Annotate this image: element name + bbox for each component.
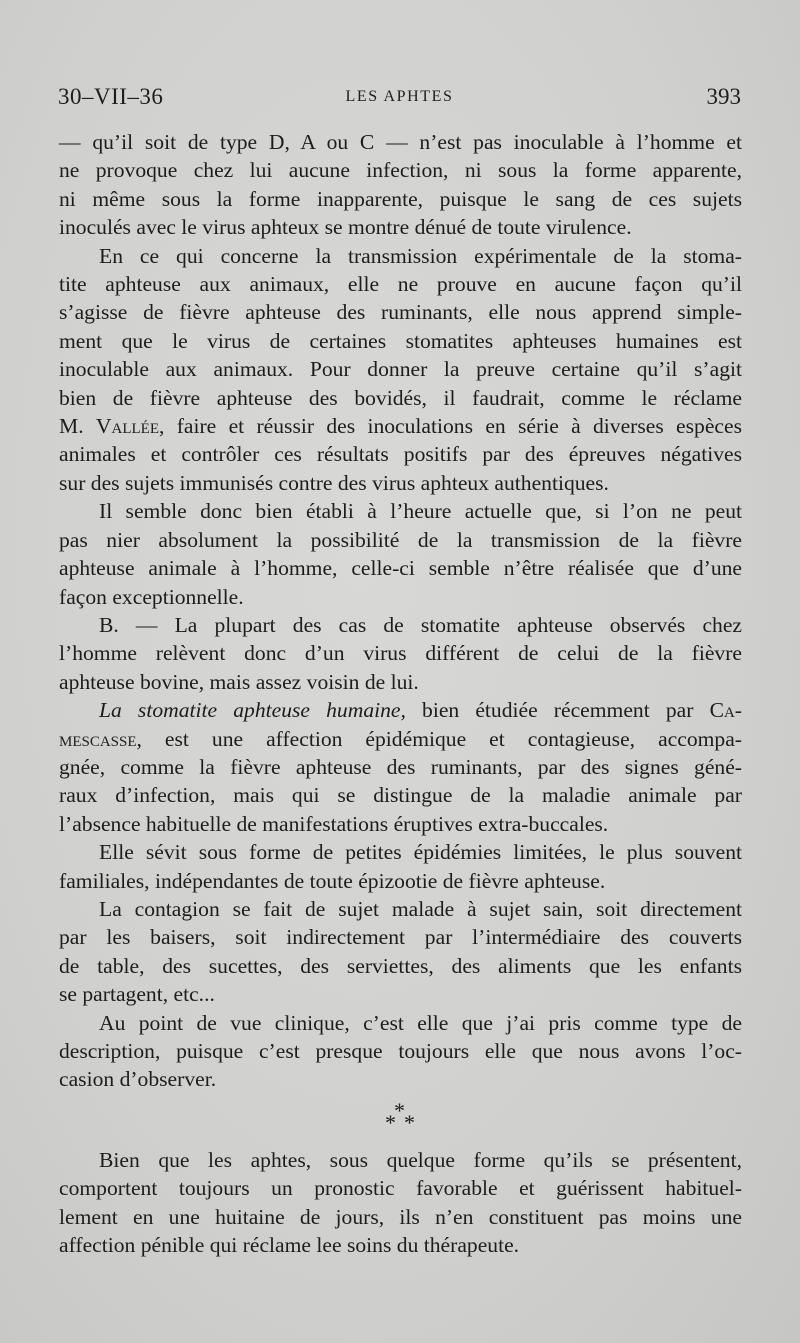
text-line: bien de fièvre aphteuse des bovidés, il faudrait, comme le réclame [59, 385, 742, 410]
body-text [59, 128, 742, 1259]
text-line: ne provoque chez lui aucune infection, ni sous la forme apparente, [59, 158, 742, 183]
text-line: — qu’il soit de type D, A ou C — n’est pas inoculable à l’homme et [59, 130, 742, 154]
text-line: casion d’observer. [59, 1067, 217, 1092]
asterism [59, 1094, 742, 1146]
author-name: Ca- [709, 698, 742, 723]
asterism-star: * [394, 1097, 405, 1123]
text-line: raux d’infection, mais qui se distingue de la maladie animale par [59, 783, 742, 808]
text-line: La contagion se fait de sujet malade à sujet sain, soit directement [99, 896, 742, 921]
text-line: inoculable aux animaux. Pour donner la preuve certaine qu’il s’agit [59, 357, 742, 382]
text-line: sur des sujets immunisés contre des virus aphteux authentiques. [59, 470, 609, 495]
text-line: comportent toujours un pronostic favorable et guérissent habituel- [59, 1176, 742, 1201]
text-fragment: , est une affection épidémique et contagieuse, accompa- [136, 726, 742, 751]
text-line: ment que le virus de certaines stomatites aphteuses humaines est [59, 328, 742, 353]
text-line: Bien que les aphtes, sous quelque forme qu’ils se présentent, [99, 1147, 742, 1172]
page-number: 393 [706, 84, 741, 109]
text-line: lement en une huitaine de jours, ils n’en constituent pas moins une [59, 1204, 742, 1229]
text-line: familiales, indépendantes de toute épizootie de fièvre aphteuse. [59, 868, 606, 893]
text-line: Au point de vue clinique, c’est elle que j’ai pris comme type de [99, 1010, 742, 1035]
text-line: gnée, comme la fièvre aphteuse des ruminants, par des signes géné- [59, 754, 742, 779]
text-line: façon exceptionnelle. [59, 584, 244, 609]
text-fragment: , faire et réussir des inoculations en série à diverses espèces [159, 414, 743, 439]
author-name: Vallée [95, 414, 159, 439]
text-line: par les baisers, soit indirectement par l’intermédiaire des couverts [59, 925, 742, 950]
text-line [59, 696, 742, 724]
text-line: inoculés avec le virus aphteux se montre dénué de toute virulence. [59, 215, 632, 240]
text-line: de table, des sucettes, des serviettes, des aliments que les enfants [59, 953, 742, 978]
text-line [59, 725, 742, 753]
text-line: affection pénible qui réclame lee soins du thérapeute. [59, 1233, 520, 1258]
text-fragment: bien étudiée récemment par [405, 698, 710, 723]
text-line: B. — La plupart des cas de stomatite aphteuse observés chez [99, 612, 742, 637]
text-line: Il semble donc bien établi à l’heure actuelle que, si l’on ne peut [99, 499, 742, 524]
text-line: l’homme relèvent donc d’un virus différent de celui de la fièvre [59, 641, 742, 666]
text-line [59, 412, 742, 440]
text-line: tite aphteuse aux animaux, elle ne prouve en aucune façon qu’il [59, 272, 742, 297]
text-line: description, puisque c’est presque toujours elle que nous avons l’oc- [59, 1039, 742, 1063]
text-line: ni même sous la forme inapparente, puisque le sang de ces sujets [59, 186, 742, 211]
text-line: animales et contrôler ces résultats positifs par des épreuves négatives [59, 442, 742, 467]
text-line: En ce qui concerne la transmission expérimentale de la stoma- [99, 243, 742, 268]
text-line: s’agisse de fièvre aphteuse des ruminants, elle nous apprend simple- [59, 300, 742, 325]
text-line: aphteuse animale à l’homme, celle-ci semble n’être réalisée que d’une [59, 556, 742, 581]
text-line: se partagent, etc... [59, 982, 215, 1007]
running-head-title: LES APHTES [345, 88, 454, 105]
page-header [58, 84, 741, 118]
asterism-star: * [385, 1109, 396, 1135]
header-date: 30–VII–36 [58, 84, 164, 109]
text-line: pas nier absolument la possibilité de la transmission de la fièvre [59, 527, 742, 552]
text-fragment: M. [59, 414, 96, 439]
asterism-star: * [404, 1109, 415, 1135]
text-line: l’absence habituelle de manifestations éruptives extra-buccales. [59, 811, 609, 836]
author-name: mescasse [59, 726, 137, 751]
italic-term: La stomatite aphteuse humaine, [99, 698, 406, 723]
text-line: aphteuse bovine, mais assez voisin de lui. [59, 669, 419, 694]
text-line: Elle sévit sous forme de petites épidémies limitées, le plus souvent [99, 840, 742, 865]
